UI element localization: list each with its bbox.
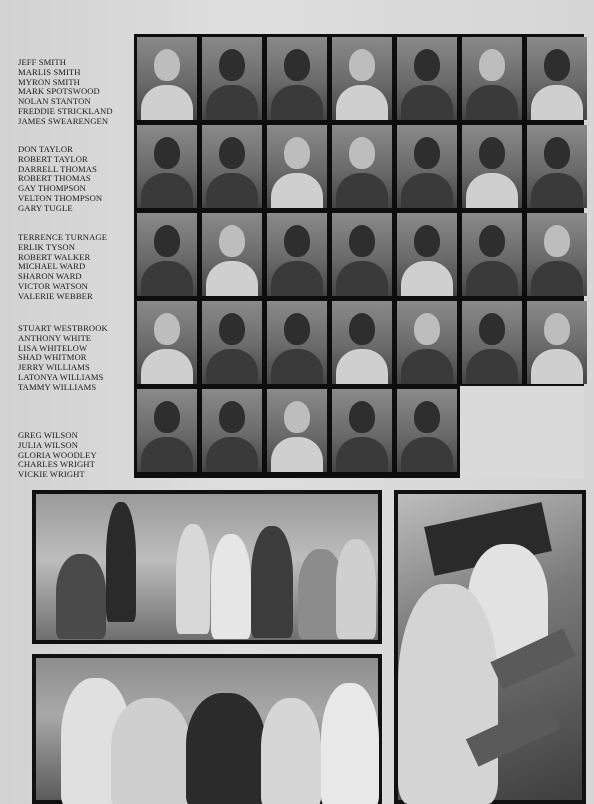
portrait-head: [284, 137, 310, 169]
student-portrait: [527, 213, 587, 296]
portrait-shoulders: [531, 85, 583, 120]
portrait-head: [414, 313, 440, 345]
portrait-head: [154, 401, 180, 433]
student-name: GARY TUGLE: [18, 202, 73, 213]
portrait-head: [349, 313, 375, 345]
student-name: ANTHONY WHITE: [18, 332, 92, 343]
portrait-shoulders: [336, 85, 388, 120]
student-name: LATONYA WILLIAMS: [18, 371, 104, 382]
student-portrait: [267, 301, 327, 384]
student-portrait: [332, 389, 392, 472]
student-name: GREG WILSON: [18, 430, 78, 440]
portrait-head: [219, 137, 245, 169]
student-name: DON TAYLOR: [18, 144, 73, 154]
portrait-head: [219, 401, 245, 433]
portrait-shoulders: [401, 173, 453, 208]
student-name: TAMMY WILLIAMS: [18, 381, 97, 392]
portrait-head: [349, 401, 375, 433]
student-name: MYRON SMITH: [18, 76, 80, 87]
portrait-head: [479, 225, 505, 257]
portrait-head: [154, 49, 180, 81]
portrait-head: [284, 401, 310, 433]
portrait-shoulders: [206, 85, 258, 120]
portrait-head: [414, 225, 440, 257]
student-name: ERLIK TYSON: [18, 241, 76, 252]
student-name: JEFF SMITH: [18, 57, 67, 67]
portrait-shoulders: [466, 173, 518, 208]
student-portrait: [462, 125, 522, 208]
student-portrait: [137, 389, 197, 472]
student-portrait: [267, 213, 327, 296]
student-portrait: [202, 213, 262, 296]
portrait-shoulders: [141, 261, 193, 296]
candid-photo-students-group: [32, 654, 382, 804]
student-name: STUART WESTBROOK: [18, 323, 108, 333]
student-portrait: [202, 37, 262, 120]
portrait-head: [479, 313, 505, 345]
student-name: JAMES SWEARENGEN: [18, 115, 109, 126]
student-portrait: [397, 37, 457, 120]
name-list-row-2: [18, 145, 130, 214]
student-portrait: [332, 37, 392, 120]
student-name: VICKIE WRIGHT: [18, 469, 85, 480]
student-name: ROBERT TAYLOR: [18, 153, 88, 164]
portrait-shoulders: [141, 85, 193, 120]
name-list-row-1: [18, 58, 130, 127]
portrait-shoulders: [401, 349, 453, 384]
portrait-shoulders: [466, 349, 518, 384]
student-portrait: [397, 389, 457, 472]
portrait-shoulders: [466, 261, 518, 296]
student-name: DARRELL THOMAS: [18, 163, 97, 174]
portrait-shoulders: [401, 437, 453, 472]
portrait-shoulders: [206, 349, 258, 384]
portrait-head: [284, 49, 310, 81]
portrait-head: [349, 225, 375, 257]
portrait-head: [544, 49, 570, 81]
candid-photo-classroom: [32, 490, 382, 644]
portrait-head: [154, 313, 180, 345]
student-name: ROBERT WALKER: [18, 251, 91, 262]
portrait-shoulders: [531, 173, 583, 208]
student-name: MARLIS SMITH: [18, 66, 81, 77]
portrait-head: [154, 137, 180, 169]
student-portrait: [527, 125, 587, 208]
name-list-row-3: [18, 233, 130, 302]
student-portrait: [397, 125, 457, 208]
portrait-head: [219, 313, 245, 345]
student-portrait: [332, 301, 392, 384]
student-portrait: [462, 213, 522, 296]
portrait-shoulders: [271, 85, 323, 120]
student-name: CHARLES WRIGHT: [18, 459, 95, 470]
student-name: SHAD WHITMOR: [18, 352, 87, 363]
portrait-shoulders: [271, 437, 323, 472]
portrait-head: [349, 49, 375, 81]
portrait-shoulders: [531, 261, 583, 296]
portrait-shoulders: [336, 173, 388, 208]
portrait-head: [284, 313, 310, 345]
portrait-shoulders: [141, 437, 193, 472]
portrait-head: [544, 313, 570, 345]
student-portrait: [397, 213, 457, 296]
portrait-head: [219, 225, 245, 257]
name-list-row-5: [18, 431, 130, 480]
student-portrait: [267, 125, 327, 208]
student-portrait: [202, 301, 262, 384]
student-portrait: [137, 301, 197, 384]
portrait-shoulders: [336, 437, 388, 472]
student-name: VICTOR WATSON: [18, 280, 88, 291]
student-portrait: [527, 37, 587, 120]
portrait-shoulders: [271, 173, 323, 208]
student-name: SHARON WARD: [18, 271, 82, 282]
portrait-shoulders: [531, 349, 583, 384]
name-list-row-4: [18, 324, 130, 393]
student-name: ROBERT THOMAS: [18, 173, 91, 184]
portrait-shoulders: [336, 261, 388, 296]
student-name: JERRY WILLIAMS: [18, 362, 90, 373]
portrait-head: [479, 49, 505, 81]
student-portrait: [332, 213, 392, 296]
student-name: MICHAEL WARD: [18, 261, 86, 272]
student-portrait: [462, 301, 522, 384]
portrait-head: [414, 401, 440, 433]
portrait-shoulders: [401, 261, 453, 296]
portrait-head: [284, 225, 310, 257]
portrait-head: [414, 137, 440, 169]
portrait-shoulders: [271, 261, 323, 296]
student-portrait: [137, 213, 197, 296]
student-portrait: [202, 125, 262, 208]
grid-empty-space: [460, 386, 584, 478]
portrait-shoulders: [271, 349, 323, 384]
student-name: JULIA WILSON: [18, 439, 79, 450]
portrait-head: [544, 225, 570, 257]
portrait-shoulders: [141, 173, 193, 208]
student-name: GLORIA WOODLEY: [18, 449, 97, 460]
candid-photo-xylophone: [394, 490, 586, 804]
student-name: LISA WHITELOW: [18, 342, 88, 353]
student-portrait: [267, 37, 327, 120]
portrait-shoulders: [401, 85, 453, 120]
portrait-shoulders: [206, 261, 258, 296]
portrait-shoulders: [206, 173, 258, 208]
student-portrait: [137, 37, 197, 120]
portrait-head: [544, 137, 570, 169]
student-portrait: [462, 37, 522, 120]
student-portrait: [202, 389, 262, 472]
student-name: VALERIE WEBBER: [18, 290, 93, 301]
portrait-head: [479, 137, 505, 169]
student-portrait: [397, 301, 457, 384]
portrait-head: [219, 49, 245, 81]
portrait-head: [154, 225, 180, 257]
portrait-grid: [134, 34, 584, 478]
portrait-head: [414, 49, 440, 81]
portrait-head: [349, 137, 375, 169]
portrait-shoulders: [466, 85, 518, 120]
student-portrait: [527, 301, 587, 384]
portrait-shoulders: [336, 349, 388, 384]
student-portrait: [332, 125, 392, 208]
portrait-shoulders: [141, 349, 193, 384]
portrait-shoulders: [206, 437, 258, 472]
student-name: TERRENCE TURNAGE: [18, 232, 108, 242]
student-name: VELTON THOMPSON: [18, 192, 103, 203]
student-name: FREDDIE STRICKLAND: [18, 105, 113, 116]
student-name: GAY THOMPSON: [18, 183, 86, 194]
student-name: NOLAN STANTON: [18, 96, 91, 107]
student-name: MARK SPOTSWOOD: [18, 86, 100, 97]
student-portrait: [137, 125, 197, 208]
student-portrait: [267, 389, 327, 472]
